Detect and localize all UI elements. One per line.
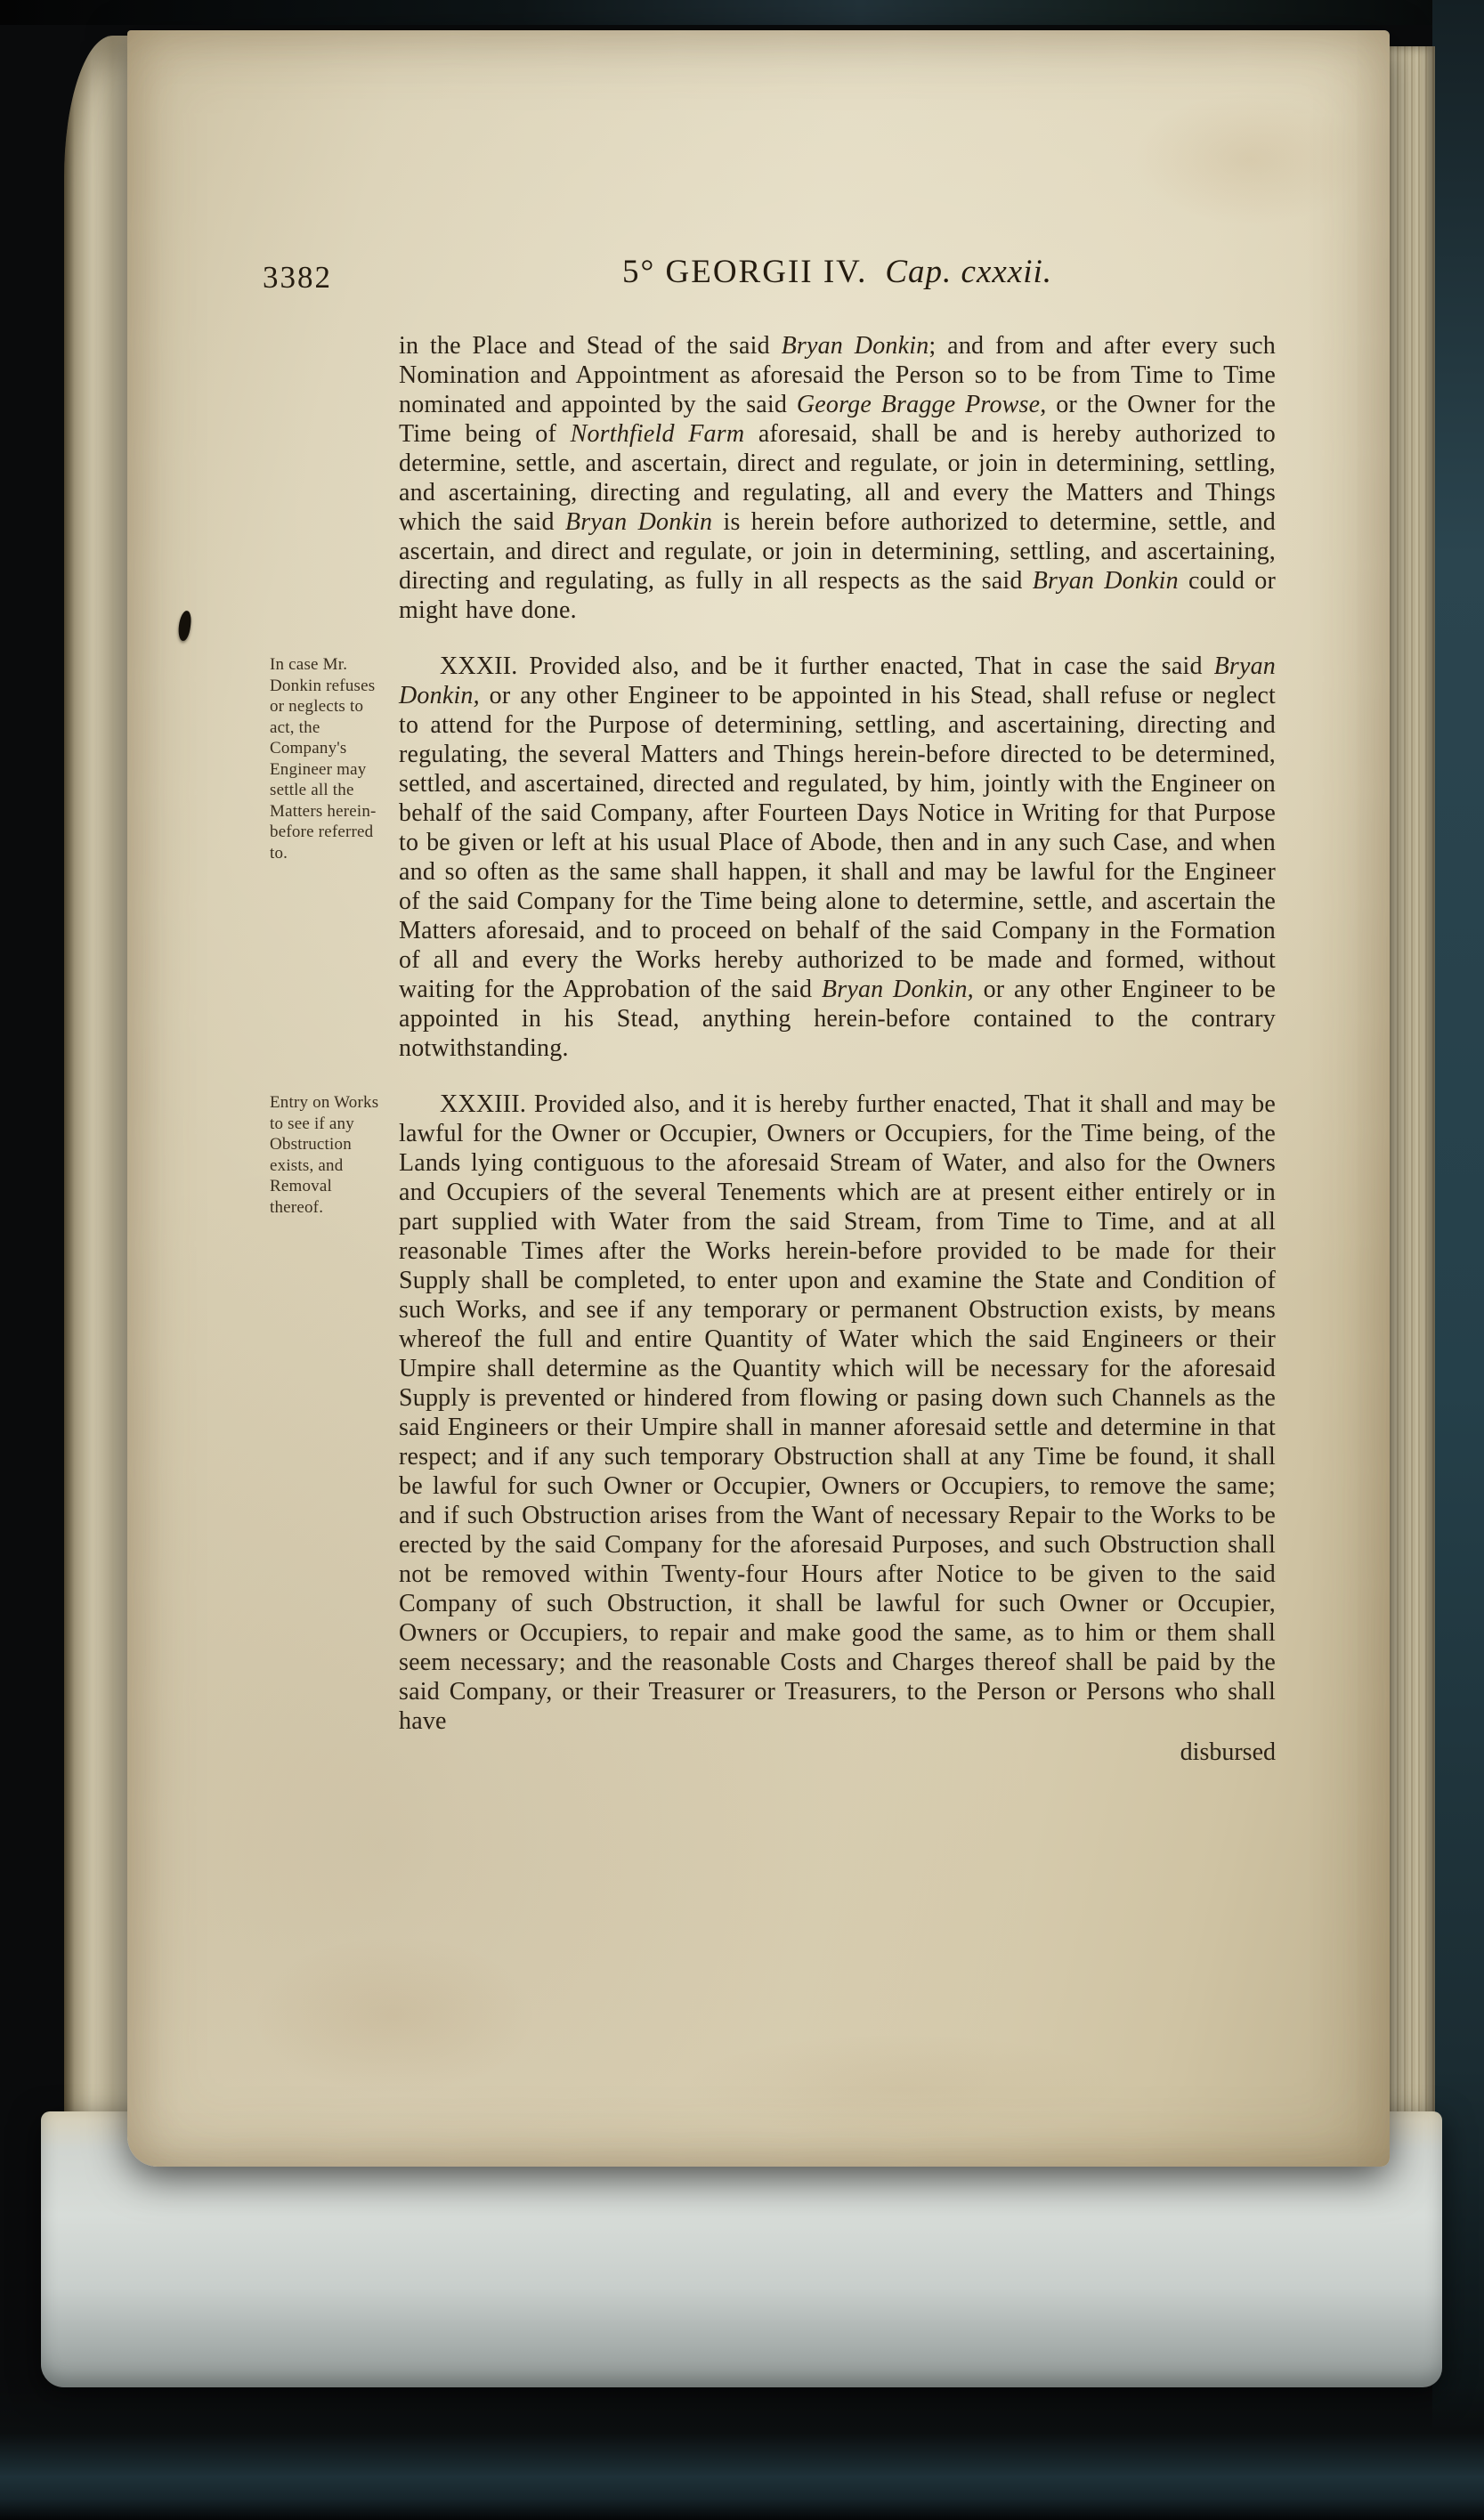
paper-stain (252, 1935, 537, 2095)
chapter-number: Cap. cxxxii. (885, 254, 1053, 290)
statute-section (270, 331, 1276, 625)
running-title (399, 253, 1276, 291)
text-segment: is herein before authorized to determine, settle, and ascertain, and direct and regulate, or join in determining, settling, and ascertaining, directing and regulating, as fully in all respects as the said (399, 508, 1276, 595)
text-segment: or any other Engineer to be appointed in his Stead, shall refuse or neglect to attend for the Purpose of determining, settling, and ascertaining, directing and regulating, the several Matters and Things herein-before directed to be determined, settled, and ascertained, directed and regulated, by him, jointly with the Engineer on behalf of the said Company, after Fourteen Days Notice in Writing for that Purpose to be given or left at his usual Place of Abode, then and in any such Case, and when and so often as the same shall happen, it shall and may be lawful for the Engineer of the said Company for the Time being alone to determine, settle, and ascertain the Matters aforesaid, and to proceed on behalf of the said Company in the Formation of all and every the Works hereby authorized to be made and formed, without waiting for the Approbation of the said (399, 682, 1276, 1003)
statute-section (270, 1090, 1276, 1736)
book-cover-top (0, 0, 1484, 25)
page-header (127, 253, 1390, 306)
text-segment: Northfield Farm (570, 420, 745, 448)
paragraph (399, 1090, 1276, 1736)
regnal-title: 5° GEORGII IV. (621, 254, 868, 290)
text-segment: ; and from and after every such Nomination and Appointment as aforesaid the Person so to be from Time to Time nominated and appointed by the said (399, 332, 1276, 418)
catchword: disbursed (1180, 1738, 1276, 1766)
text-segment: Bryan Donkin (781, 332, 929, 360)
text-segment: XXXIII. Provided also, and it is hereby further enacted, That it shall and may be lawful for the Owner or Occupier, Owners or Occupiers, for the Time being, of the Lands lying contiguous to the aforesaid Stream of Water, and also for the Owners and Occupiers of the several Tenements which are at present either entirely or in part supplied with Water from the said Stream, from Time to Time, and at all reasonable Times after the Works herein-before provided to be made for their Supply shall be completed, to enter upon and examine the State and Condition of such Works, and see if any temporary or permanent Obstruction exists, by means whereof the full and entire Quantity of Water which the said Engineers or their Umpire shall determine as the Quantity which will be necessary for the aforesaid Supply is prevented or hindered from flowing or pasing down such Channels as the said Engineers or their Umpire shall in manner aforesaid settle and determine in that respect; and if any such temporary Obstruction shall at any Time be found, it shall be lawful for such Owner or Occupier, Owners or Occupiers, to remove the same; and if such Obstruction arises from the Want of necessary Repair to the Works to be erected by the said Company for the aforesaid Purposes, and such Obstruction shall not be removed within Twenty-four Hours after Notice to be given to the said Company of such Obstruction, it shall be lawful for such Owner or Occupier, Owners or Occupiers, to repair and make good the same, as to him or them shall seem necessary; and the reasonable Costs and Charges thereof shall be paid by the said Company, or their Treasurer or Treasurers, to the Person or Persons who shall have (399, 1090, 1276, 1735)
book-page (127, 30, 1390, 2167)
margin-note (270, 331, 381, 625)
text-body (270, 331, 1276, 1767)
text-segment: or any other Engineer to be appointed in his Stead, anything herein-before contained to the contrary notwithstanding. (399, 976, 1276, 1062)
text-segment: Bryan Donkin, (821, 976, 974, 1003)
paper-stain (679, 2033, 1124, 2140)
book-cover-bottom (0, 2386, 1484, 2520)
text-segment: aforesaid, shall be and is hereby authorized to determine, settle, and ascertain, direct and regulate, or join in determining, settling, and ascertaining, directing and regulating, all and every the Matters and Things which the said (399, 420, 1277, 536)
statute-section (270, 652, 1276, 1063)
paper-stain (1133, 93, 1365, 226)
text-segment: George Bragge Prowse, (796, 391, 1047, 418)
page-number: 3382 (263, 260, 332, 295)
text-segment: Bryan Donkin (564, 508, 713, 536)
paragraph (399, 331, 1276, 625)
margin-note: In case Mr. Donkin refuses or neglects to act, the Company's Engineer may settle all the Matters herein-before referred to. (270, 655, 377, 863)
text-segment: or the Owner for the Time being of (399, 391, 1276, 448)
text-segment: Bryan Donkin, (399, 652, 1276, 709)
text-segment: Bryan Donkin (1032, 567, 1179, 595)
text-segment: could or might have done. (399, 567, 1276, 624)
paragraph (399, 652, 1276, 1063)
ink-blot (177, 610, 192, 641)
catchword-line (270, 1738, 1276, 1767)
text-segment: XXXII. Provided also, and be it further enacted, That in case the said (440, 652, 1214, 680)
margin-note: Entry on Works to see if any Obstruction exists, and Removal thereof. (270, 1093, 379, 1217)
text-segment: in the Place and Stead of the said (399, 332, 782, 360)
